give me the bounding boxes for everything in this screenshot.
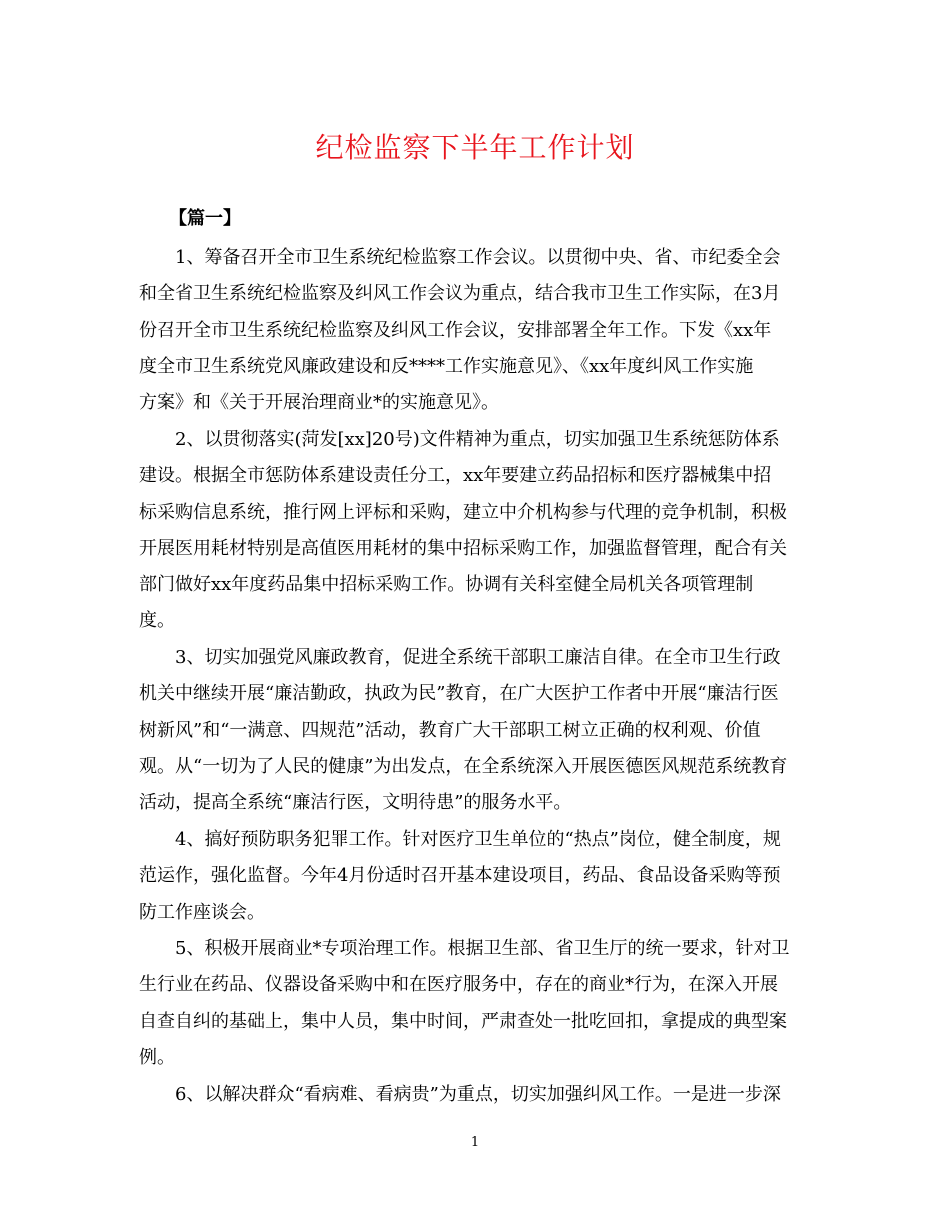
paragraph-line: 3、切实加强党风廉政教育，促进全系统干部职工廉洁自律。在全市卫生行政 — [175, 647, 781, 668]
paragraph-6 — [139, 1077, 811, 1113]
paragraph-line: 树新风”和“一满意、四规范”活动，教育广大干部职工树立正确的权利观、价值 — [139, 719, 761, 741]
paragraph-line: 开展医用耗材特别是高值医用耗材的集中招标采购工作，加强监督管理，配合有关 — [139, 537, 787, 559]
document-title: 纪检监察下半年工作计划 — [315, 131, 635, 164]
paragraph-3 — [139, 640, 811, 821]
paragraph-line: 4、搞好预防职务犯罪工作。针对医疗卫生单位的“热点”岗位，健全制度，规 — [175, 829, 781, 850]
paragraph-line: 活动，提高全系统“廉洁行医，文明待患”的服务水平。 — [139, 792, 572, 814]
paragraph-line: 自查自纠的基础上，集中人员，集中时间，严肃查处一批吃回扣，拿提成的典型案 — [139, 1010, 787, 1032]
paragraph-line: 标采购信息系统，推行网上评标和采购，建立中介机构参与代理的竞争机制，积极 — [139, 501, 787, 523]
paragraph-line: 例。 — [139, 1046, 175, 1068]
paragraph-line: 份召开全市卫生系统纪检监察及纠风工作会议，安排部署全年工作。下发《xx年 — [139, 319, 772, 341]
paragraph-5 — [139, 931, 811, 1076]
paragraph-line: 观。从“一切为了人民的健康”为出发点，在全系统深入开展医德医风规范系统教育 — [139, 755, 788, 777]
paragraph-line: 范运作，强化监督。今年4月份适时召开基本建设项目，药品、食品设备采购等预 — [139, 865, 781, 887]
paragraph-line: 部门做好xx年度药品集中招标采购工作。协调有关科室健全局机关各项管理制 — [139, 574, 754, 596]
page-number: 1 — [470, 1135, 480, 1150]
paragraph-4 — [139, 822, 811, 931]
paragraph-line: 建设。根据全市惩防体系建设责任分工，xx年要建立药品招标和医疗器械集中招 — [139, 465, 772, 487]
paragraph-line: 度。 — [139, 610, 175, 632]
paragraph-line: 和全省卫生系统纪检监察及纠风工作会议为重点，结合我市卫生工作实际，在3月 — [139, 283, 781, 305]
paragraph-line: 度全市卫生系统党风廉政建设和反****工作实施意见》、《xx年度纠风工作实施 — [139, 355, 754, 377]
paragraph-line: 防工作座谈会。 — [139, 901, 265, 923]
paragraph-line: 方案》和《关于开展治理商业*的实施意见》。 — [139, 392, 499, 414]
paragraph-line: 1、筹备召开全市卫生系统纪检监察工作会议。以贯彻中央、省、市纪委全会 — [175, 247, 781, 268]
paragraph-line: 机关中继续开展“廉洁勤政，执政为民”教育，在广大医护工作者中开展“廉洁行医 — [139, 683, 779, 705]
section-label: 【篇一】 — [169, 208, 241, 229]
paragraph-line: 5、积极开展商业*专项治理工作。根据卫生部、省卫生厅的统一要求，针对卫 — [175, 938, 790, 959]
paragraph-line: 2、以贯彻落实(菏发[xx]20号)文件精神为重点，切实加强卫生系统惩防体系 — [175, 429, 780, 450]
paragraph-2 — [139, 422, 811, 640]
paragraph-line: 6、以解决群众“看病难、看病贵”为重点，切实加强纠风工作。一是进一步深 — [175, 1084, 781, 1105]
paragraph-line: 生行业在药品、仪器设备采购中和在医疗服务中，存在的商业*行为，在深入开展 — [139, 974, 778, 996]
paragraph-1 — [139, 240, 811, 421]
